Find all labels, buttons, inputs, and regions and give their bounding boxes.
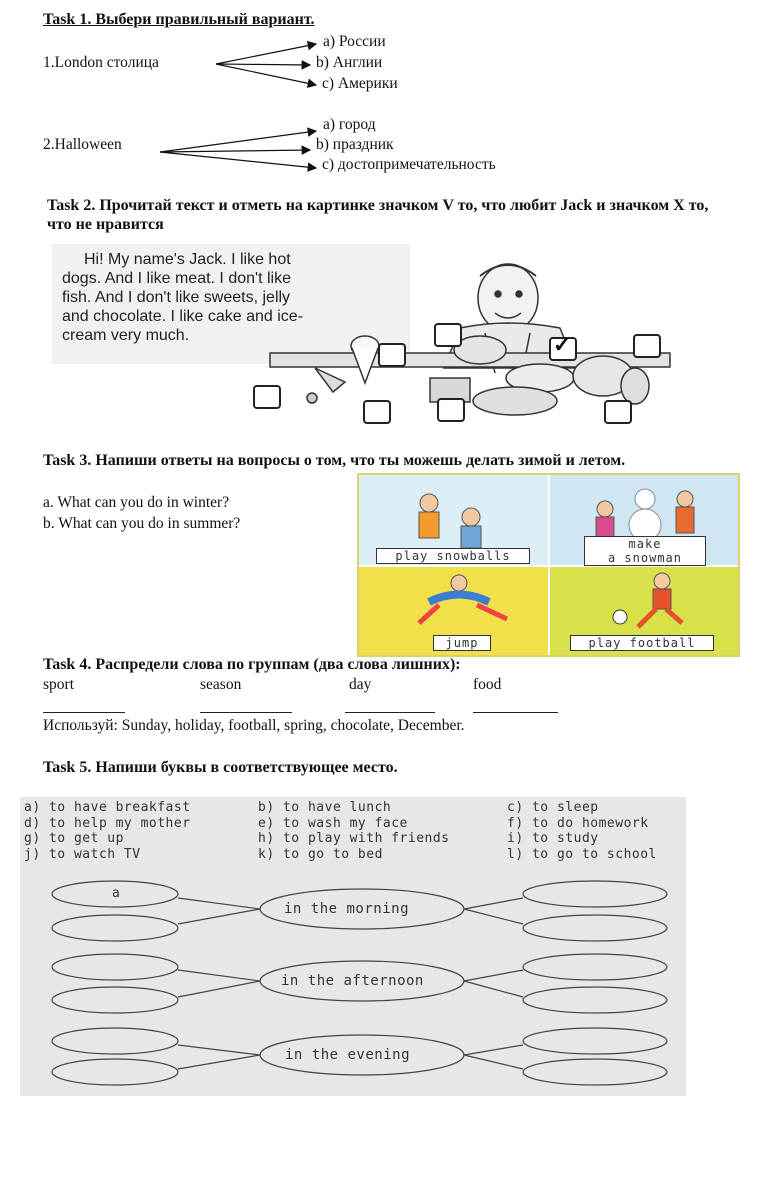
task5-item: f) to do homework [507, 816, 649, 831]
task1-q1-option-c[interactable]: c) Америки [322, 75, 398, 92]
label-jump: jump [433, 635, 491, 651]
task1-q2-option-a[interactable]: a) город [323, 116, 376, 133]
task1-q2-stem: 2.Halloween [43, 136, 122, 153]
task5-item: i) to study [507, 831, 599, 846]
task2-checkbox[interactable] [363, 400, 391, 424]
check-mark-icon: ✓ [553, 332, 572, 357]
task2-title: Task 2. Прочитай текст и отметь на картинке значком V то, что любит Jack и значком X то, что не нравится [47, 197, 709, 233]
task3-title: Task 3. Напиши ответы на вопросы о том, что ты можешь делать зимой и летом. [43, 452, 626, 469]
task4-answer-blank[interactable] [473, 712, 558, 713]
center-label-evening: in the evening [285, 1047, 411, 1063]
task1-q2-option-c[interactable]: c) достопримечательность [322, 156, 496, 173]
task1-q1-option-b[interactable]: b) Англии [316, 54, 383, 71]
task2-checkbox[interactable] [253, 385, 281, 409]
answer-oval [52, 954, 178, 980]
task4-group-day: day [349, 676, 372, 693]
answer-oval [52, 1028, 178, 1054]
task2-checkbox[interactable] [633, 334, 661, 358]
task2-text-line: fish. And I don't like sweets, jelly [62, 289, 291, 306]
task5-item: b) to have lunch [258, 800, 392, 815]
task2-text-line: cream very much. [62, 327, 190, 344]
answer-oval [523, 1059, 667, 1085]
task5-item: g) to get up [24, 831, 124, 846]
answer-oval [523, 954, 667, 980]
label-make-line: make [628, 537, 662, 551]
center-label-morning: in the morning [284, 901, 410, 917]
task1-q1-stem: 1.London столица [43, 54, 159, 71]
answer-oval [523, 1028, 667, 1054]
task2-checkbox[interactable] [604, 400, 632, 424]
task5-item: k) to go to bed [258, 847, 383, 862]
task5-worksheet [20, 797, 686, 1096]
label-make-snowman [584, 536, 706, 566]
answer-oval [523, 987, 667, 1013]
task5-item: a) to have breakfast [24, 800, 191, 815]
task2-checkbox[interactable] [437, 398, 465, 422]
task4-answer-blank[interactable] [345, 712, 435, 713]
answer-oval [523, 881, 667, 907]
task1-title: Task 1. Выбери правильный вариант. [43, 11, 315, 28]
task1-q2-option-b[interactable]: b) праздник [316, 136, 394, 153]
task5-item: h) to play with friends [258, 831, 450, 846]
task2-checkbox-checked[interactable] [549, 332, 577, 361]
task5-item: l) to go to school [507, 847, 657, 862]
task2-checkbox[interactable] [434, 323, 462, 347]
task3-question-b: b. What can you do in summer? [43, 515, 241, 532]
answer-oval [52, 915, 178, 941]
task3-picture-grid [357, 473, 740, 657]
label-snowman-line: a snowman [607, 551, 683, 565]
task1-q1-option-a[interactable]: a) России [323, 33, 386, 50]
answer-oval [52, 987, 178, 1013]
label-play-snowballs: play snowballs [376, 548, 530, 564]
task4-use-words: Используй: Sunday, holiday, football, spring, chocolate, December. [43, 717, 465, 734]
answer-oval [52, 1059, 178, 1085]
task4-group-food: food [473, 676, 502, 693]
task4-answer-blank[interactable] [200, 712, 292, 713]
task3-question-a: a. What can you do in winter? [43, 494, 230, 511]
label-play-football: play football [570, 635, 714, 651]
answer-oval [523, 915, 667, 941]
task4-title: Task 4. Распредели слова по группам (два слова лишних): [43, 656, 461, 673]
task2-checkbox[interactable] [378, 343, 406, 367]
task2-text-line: Hi! My name's Jack. I like hot [84, 251, 291, 268]
task5-item: c) to sleep [507, 800, 599, 815]
task4-group-sport: sport [43, 676, 74, 693]
task5-title: Task 5. Напиши буквы в соответствующее место. [43, 759, 398, 776]
task5-item: e) to wash my face [258, 816, 408, 831]
task2-text-line: dogs. And I like meat. I don't like [62, 270, 291, 287]
task5-item: d) to help my mother [24, 816, 191, 831]
answer-oval-filled-text[interactable]: a [112, 886, 121, 901]
center-label-afternoon: in the afternoon [281, 973, 424, 989]
task2-text-line: and chocolate. I like cake and ice- [62, 308, 304, 325]
task4-group-season: season [200, 676, 242, 693]
task5-item: j) to watch TV [24, 847, 141, 862]
task4-answer-blank[interactable] [43, 712, 125, 713]
